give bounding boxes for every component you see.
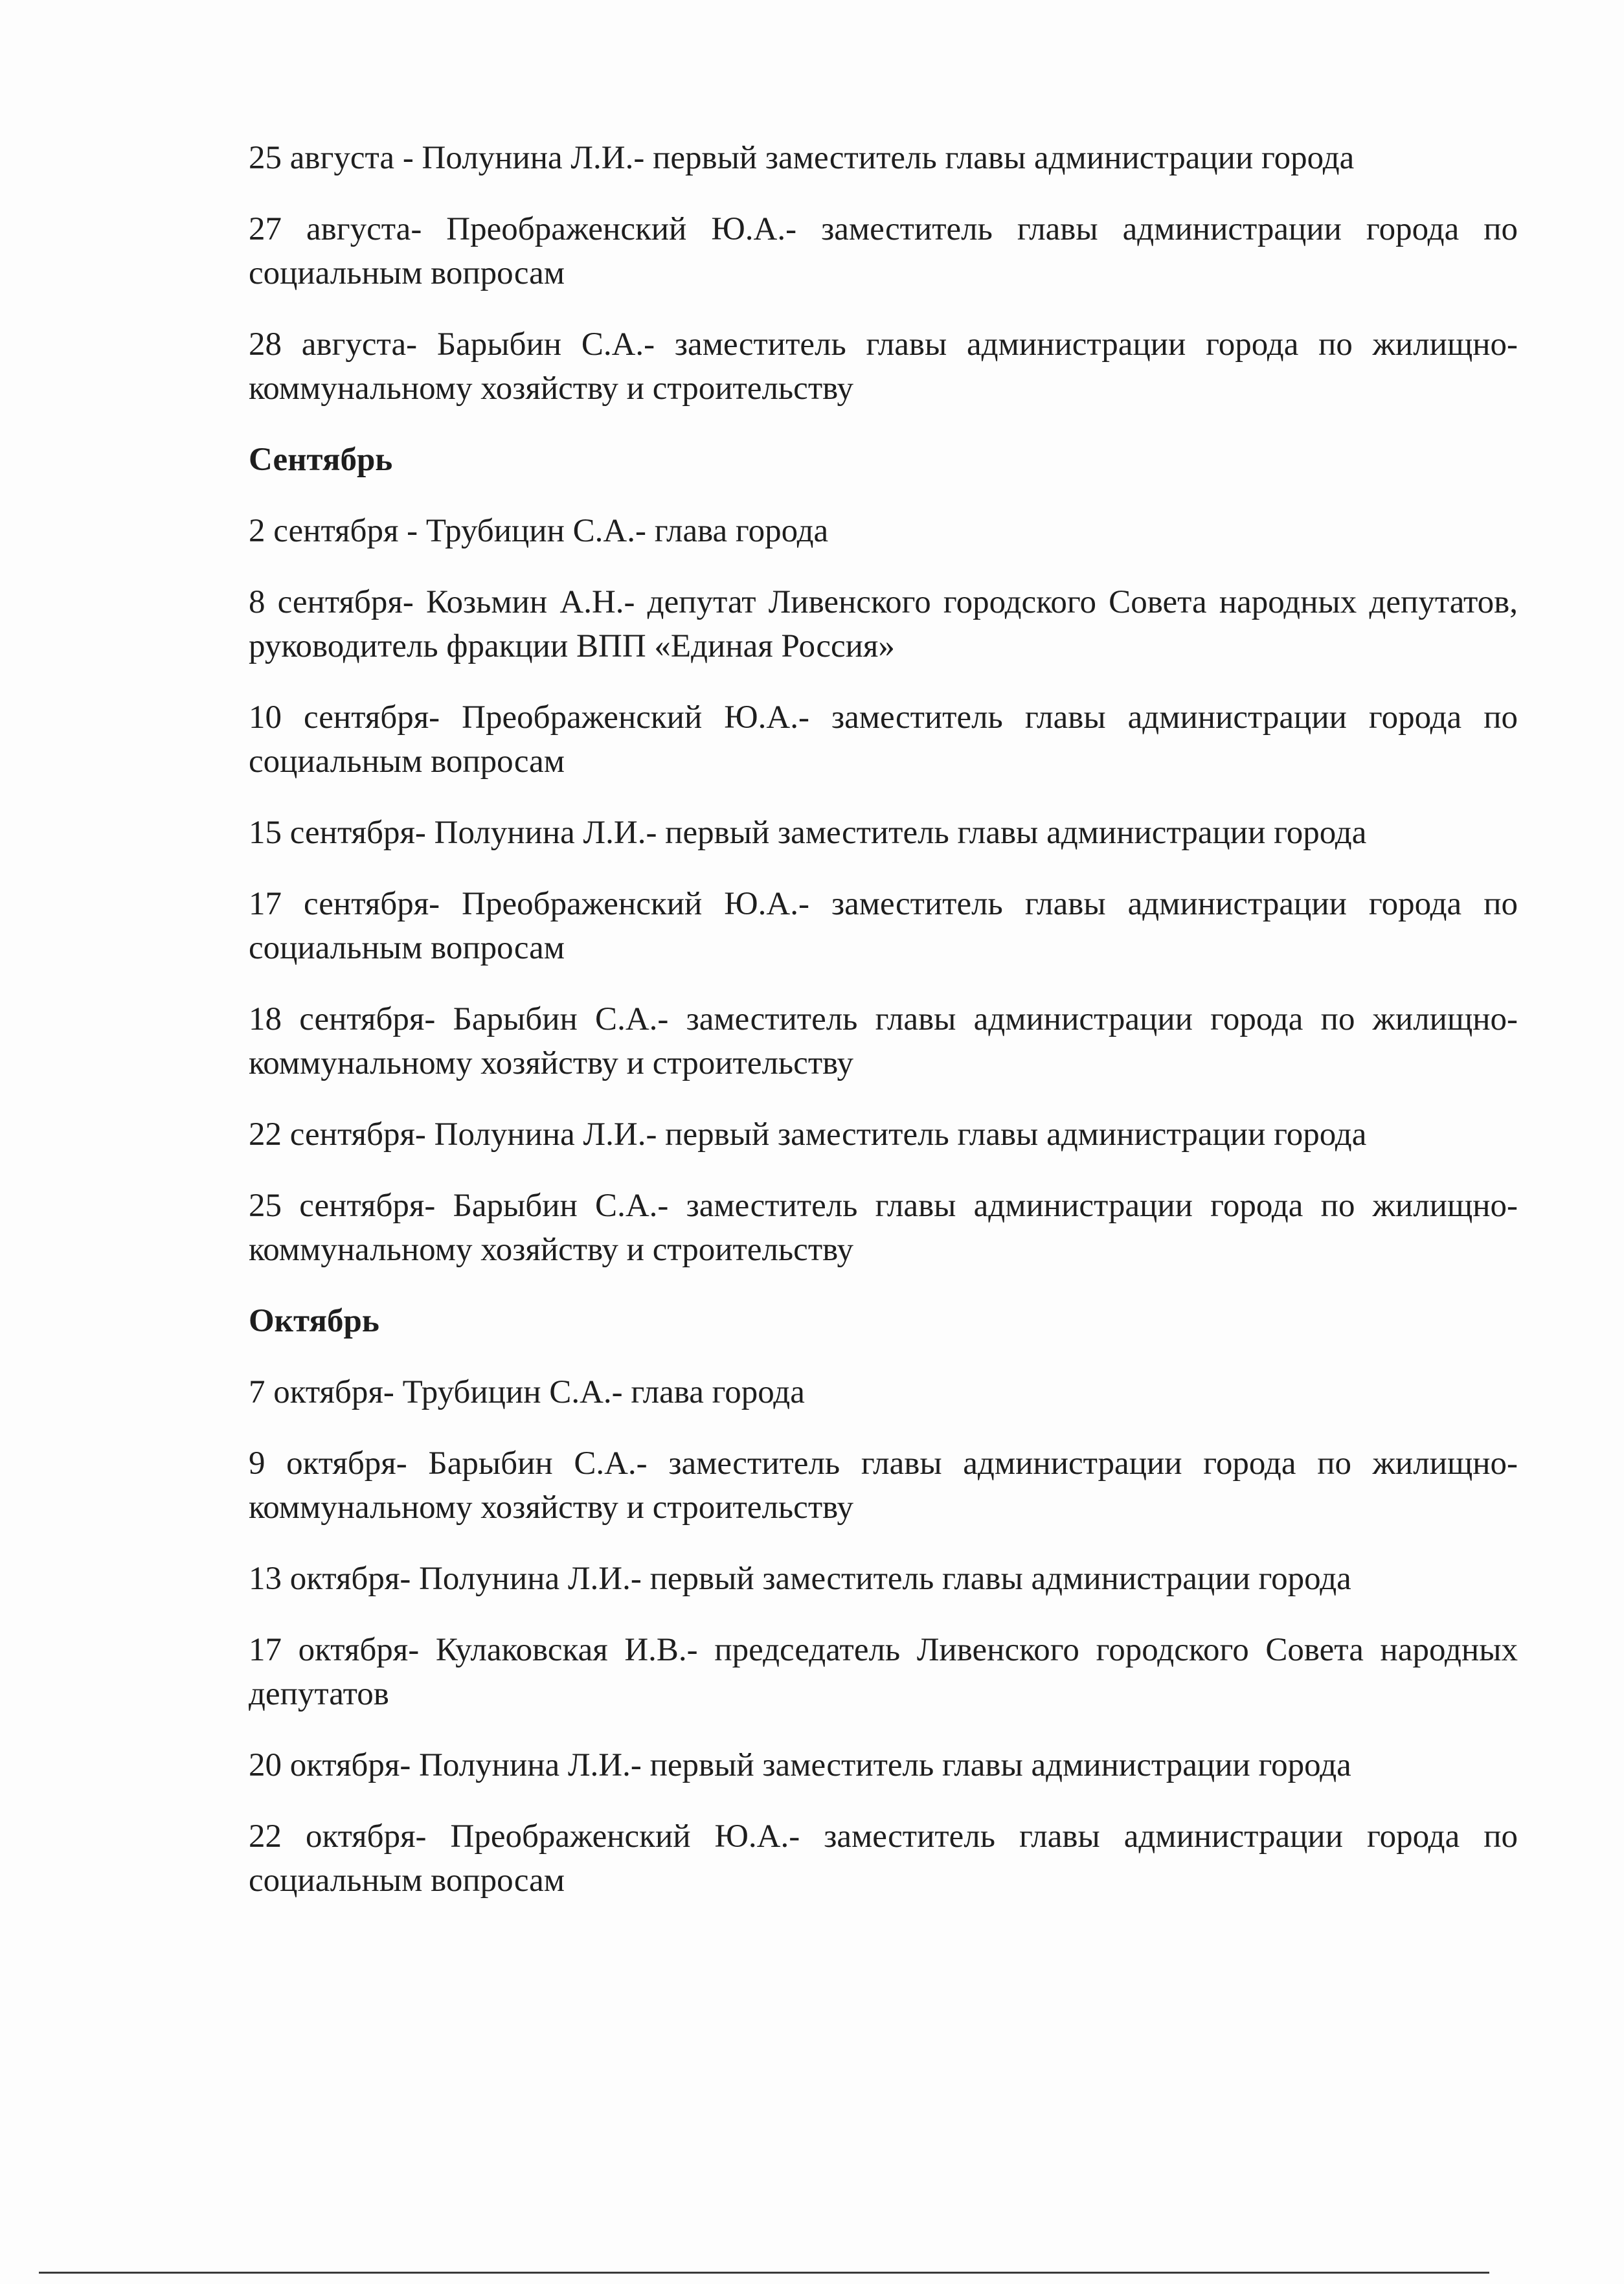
bottom-rule [39, 2272, 1489, 2274]
schedule-entry: 13 октября- Полунина Л.И.- первый заместитель главы администрации города [249, 1561, 1351, 1597]
schedule-entry: 17 октября- Кулаковская И.В.- председатель Ливенского городского Совета народных депутатов [249, 1632, 1518, 1712]
month-heading-september: Сентябрь [249, 442, 393, 478]
document-body [249, 136, 1518, 1930]
schedule-entry: 22 сентября- Полунина Л.И.- первый заместитель главы администрации города [249, 1116, 1367, 1153]
schedule-entry: 20 октября- Полунина Л.И.- первый заместитель главы администрации города [249, 1747, 1351, 1783]
schedule-entry: 27 августа- Преображенский Ю.А.- заместитель главы администрации города по социальным вопросам [249, 211, 1518, 291]
schedule-entry: 9 октября- Барыбин С.А.- заместитель главы администрации города по жилищно-коммунальному хозяйству и строительству [249, 1445, 1518, 1526]
schedule-entry: 28 августа- Барыбин С.А.- заместитель главы администрации города по жилищно-коммунальному хозяйству и строительству [249, 326, 1518, 407]
schedule-entry: 17 сентября- Преображенский Ю.А.- заместитель главы администрации города по социальным вопросам [249, 886, 1518, 966]
schedule-entry: 22 октября- Преображенский Ю.А.- заместитель главы администрации города по социальным вопросам [249, 1818, 1518, 1899]
schedule-entry: 2 сентября - Трубицин С.А.- глава города [249, 513, 829, 549]
schedule-entry: 25 сентября- Барыбин С.А.- заместитель главы администрации города по жилищно-коммунальному хозяйству и строительству [249, 1188, 1518, 1268]
schedule-entry: 15 сентября- Полунина Л.И.- первый заместитель главы администрации города [249, 815, 1367, 851]
schedule-entry: 18 сентября- Барыбин С.А.- заместитель главы администрации города по жилищно-коммунальному хозяйству и строительству [249, 1001, 1518, 1081]
schedule-entry: 25 августа - Полунина Л.И.- первый заместитель главы администрации города [249, 140, 1355, 176]
schedule-entry: 7 октября- Трубицин С.А.- глава города [249, 1374, 805, 1410]
month-heading-october: Октябрь [249, 1303, 379, 1339]
schedule-entry: 8 сентября- Козьмин А.Н.- депутат Ливенского городского Совета народных депутатов, руководитель фракции ВПП «Единая Россия» [249, 584, 1518, 664]
schedule-entry: 10 сентября- Преображенский Ю.А.- заместитель главы администрации города по социальным вопросам [249, 699, 1518, 780]
